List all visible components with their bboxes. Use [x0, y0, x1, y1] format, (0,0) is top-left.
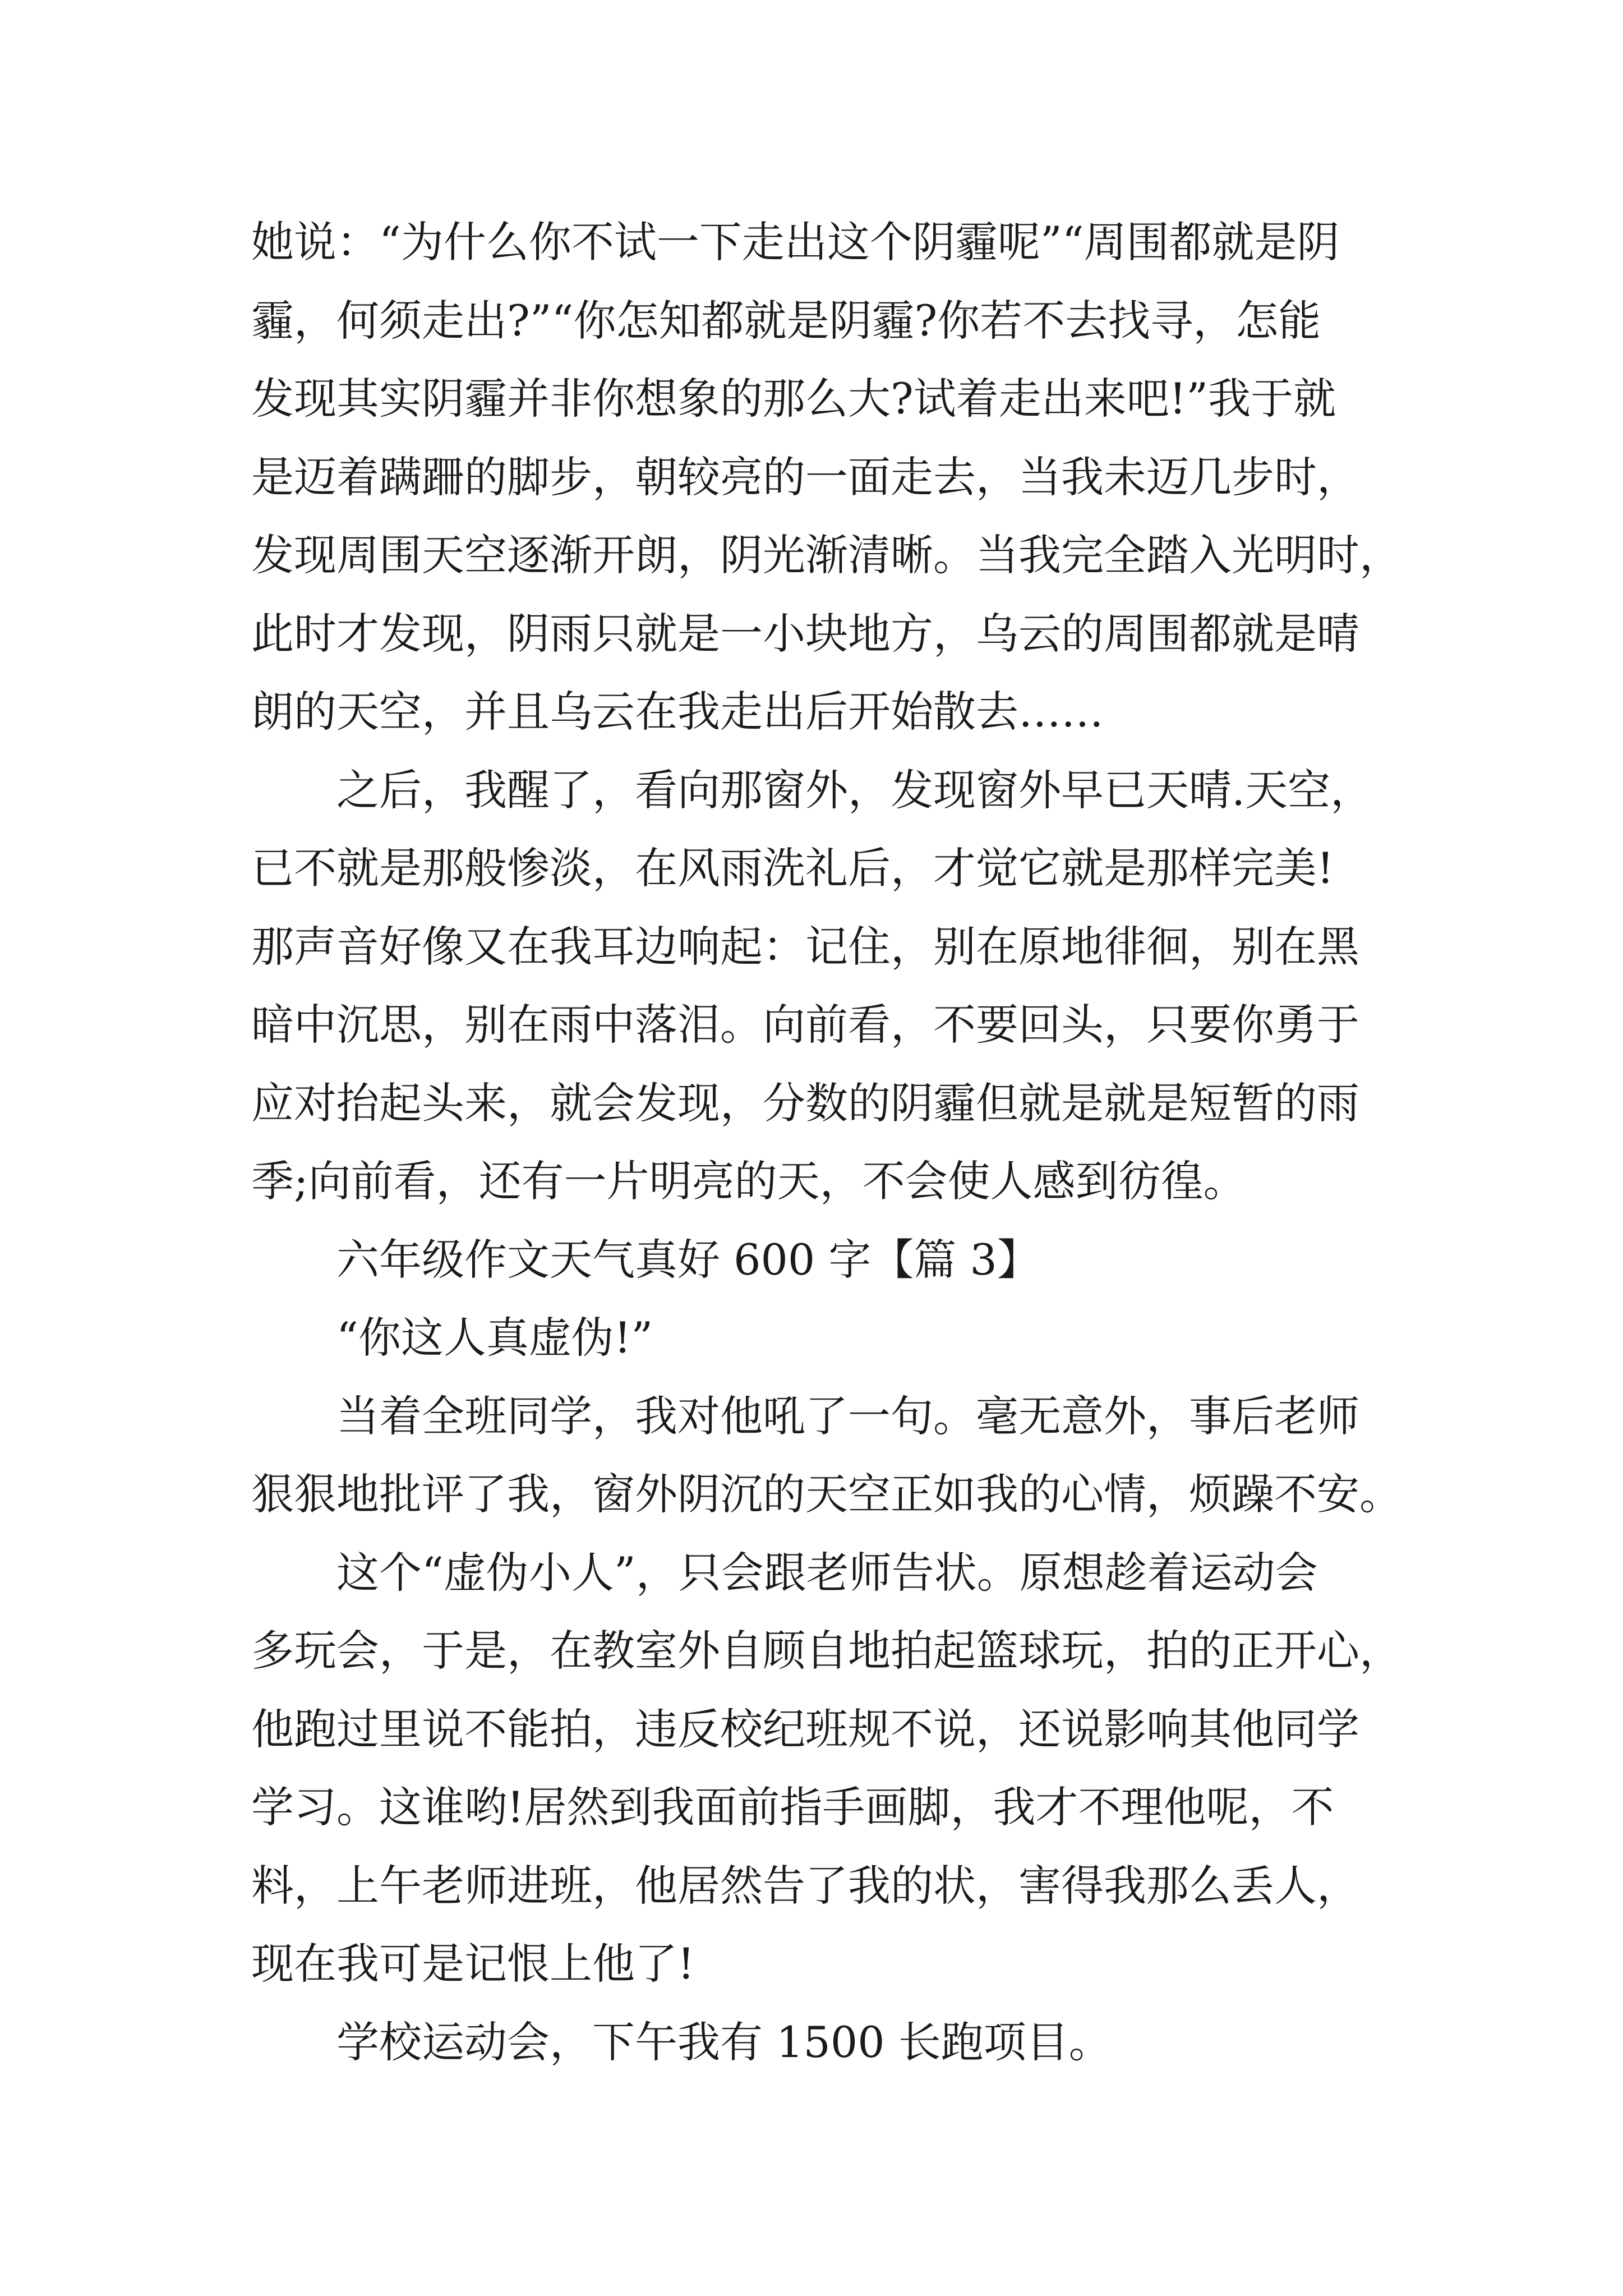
text-line: 多玩会，于是，在教室外自顾自地拍起篮球玩，拍的正开心，: [251, 1626, 1402, 1676]
text-line: 发现周围天空逐渐开朗，阴光渐清晰。当我完全踏入光明时，: [251, 530, 1402, 580]
paragraph-first-line: 学校运动会，下午我有 1500 长跑项目。: [336, 2017, 1112, 2067]
text-line: 他跑过里说不能拍，违反校纪班规不说，还说影响其他同学: [251, 1704, 1359, 1754]
paragraph-first-line: 这个“虚伪小人”，只会跟老师告状。原想趁着运动会: [336, 1547, 1318, 1598]
text-line: 此时才发现，阴雨只就是一小块地方，乌云的周围都就是晴: [251, 608, 1359, 659]
text-line: 已不就是那般惨淡，在风雨洗礼后，才觉它就是那样完美!: [251, 843, 1334, 893]
paragraph-first-line: 当着全班同学，我对他吼了一句。毫无意外，事后老师: [336, 1391, 1359, 1441]
text-line: 暗中沉思，别在雨中落泪。向前看，不要回头，只要你勇于: [251, 1000, 1359, 1050]
paragraph-first-line: “你这人真虚伪!”: [336, 1313, 653, 1363]
text-line: 发现其实阴霾并非你想象的那么大?试着走出来吧!”我于就: [251, 374, 1336, 424]
text-line: 是迈着蹒跚的脚步，朝较亮的一面走去，当我未迈几步时，: [251, 452, 1359, 502]
text-line: 狠狠地批评了我，窗外阴沉的天空正如我的心情，烦躁不安。: [251, 1469, 1402, 1519]
text-line: 朗的天空，并且乌云在我走出后开始散去……: [251, 687, 1104, 737]
text-line: 霾，何须走出?”“你怎知都就是阴霾?你若不去找寻，怎能: [251, 295, 1321, 346]
text-line: 现在我可是记恨上他了!: [251, 1939, 695, 1989]
section-heading: 六年级作文天气真好 600 字【篇 3】: [336, 1234, 1040, 1285]
paragraph-first-line: 之后，我醒了，看向那窗外，发现窗外早已天晴.天空，: [336, 765, 1373, 815]
text-line: 那声音好像又在我耳边响起：记住，别在原地徘徊，别在黑: [251, 921, 1359, 972]
text-line: 应对抬起头来，就会发现，分数的阴霾但就是就是短暂的雨: [251, 1078, 1359, 1128]
text-line: 季;向前看，还有一片明亮的天，不会使人感到彷徨。: [251, 1156, 1246, 1206]
text-line: 她说：“为什么你不试一下走出这个阴霾呢”“周围都就是阴: [251, 217, 1340, 267]
text-line: 料，上午老师进班，他居然告了我的状，害得我那么丢人，: [251, 1860, 1359, 1911]
document-body: [251, 203, 1407, 2081]
text-line: 学习。这谁哟!居然到我面前指手画脚，我才不理他呢，不: [251, 1782, 1334, 1832]
